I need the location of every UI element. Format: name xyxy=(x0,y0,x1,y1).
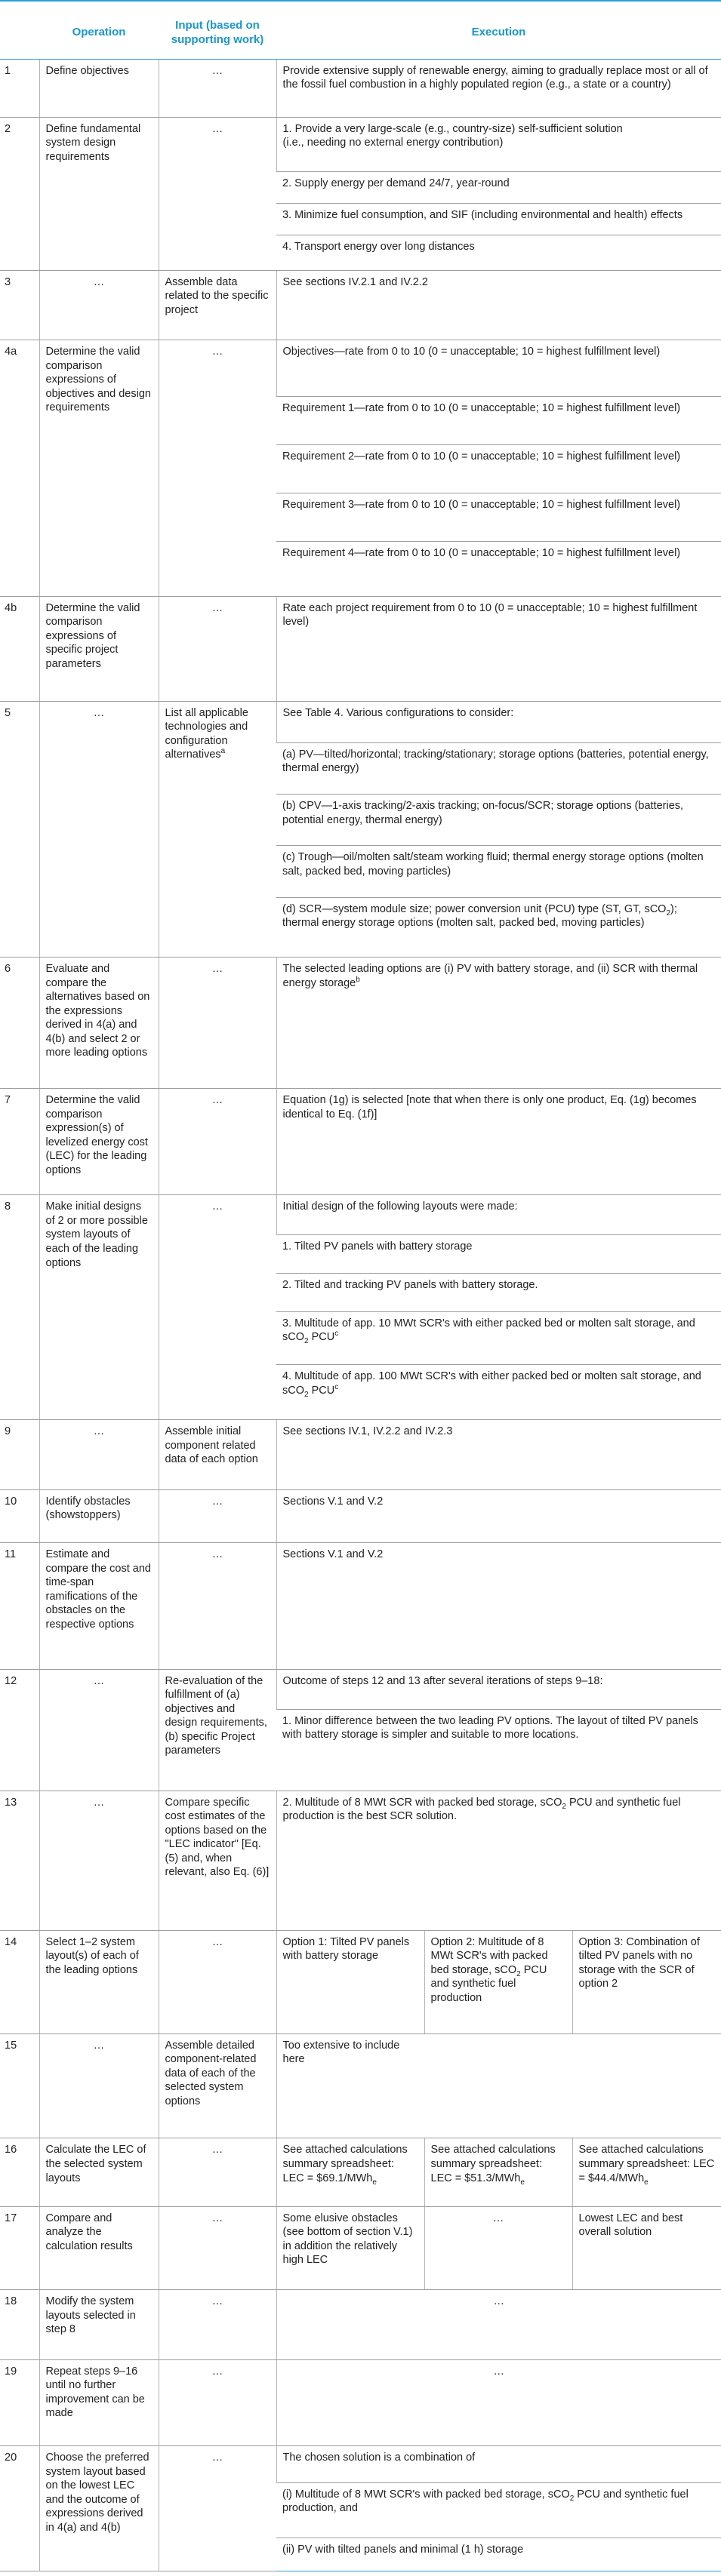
step-number: 17 xyxy=(0,2206,39,2289)
operation-cell: … xyxy=(39,1669,159,1791)
empty-cell xyxy=(424,2033,572,2138)
table-row xyxy=(0,1543,721,1670)
subscript: e xyxy=(520,2178,525,2187)
execution-text: 4. Multitude of app. 100 MWt SCR's with either packed bed or molten salt storage, and sCO xyxy=(282,1370,701,1397)
execution-cell: Requirement 1—rate from 0 to 10 (0 = unacceptable; 10 = highest fulfillment level) xyxy=(276,397,721,445)
analysis-cell: … xyxy=(424,2206,572,2289)
option-text: PCU and synthetic fuel production xyxy=(430,1963,547,2004)
execution-cell: 2. Supply energy per demand 24/7, year-round xyxy=(276,172,721,204)
analysis-cell: Some elusive obstacles (see bottom of section V.1) in addition the relatively high LEC xyxy=(276,2206,424,2289)
empty-cell xyxy=(572,2033,721,2138)
execution-cell: 1. Provide a very large-scale (e.g., country-size) self-sufficient solution (i.e., needing no external energy contribution) xyxy=(276,117,721,172)
execution-text: PCU xyxy=(308,1331,335,1344)
operation-cell: Identify obstacles (showstoppers) xyxy=(39,1489,159,1543)
operation-cell: Repeat steps 9–16 until no further improvement can be made xyxy=(39,2359,159,2446)
input-cell: … xyxy=(159,340,276,597)
table-row xyxy=(0,701,721,742)
table-row xyxy=(0,596,721,701)
step-number: 14 xyxy=(0,1930,39,2033)
step-number: 11 xyxy=(0,1543,39,1670)
operation-cell: Determine the valid comparison expressions of objectives and design requirements xyxy=(39,340,159,597)
table-row xyxy=(0,1489,721,1543)
execution-cell xyxy=(276,1791,721,1930)
step-number: 20 xyxy=(0,2446,39,2571)
execution-cell: 1. Tilted PV panels with battery storage xyxy=(276,1235,721,1274)
execution-cell: Provide extensive supply of renewable energy, aiming to gradually replace most or all of the fossil fuel combustion in a highly populated region (e.g., a state or a country) xyxy=(276,59,721,117)
header-step xyxy=(0,6,39,59)
table-row xyxy=(0,1089,721,1195)
execution-cell xyxy=(276,1311,721,1365)
input-cell: Compare specific cost estimates of the options based on the "LEC indicator" [Eq. (5) and, when relevant, also Eq. (6)] xyxy=(159,1791,276,1930)
top-rule xyxy=(0,0,721,2)
operation-cell: Modify the system layouts selected in step 8 xyxy=(39,2290,159,2360)
lec-result-cell xyxy=(276,2138,424,2206)
footnote-marker: a xyxy=(220,747,226,756)
execution-cell: (b) CPV—1-axis tracking/2-axis tracking; on-focus/SCR; storage options (batteries, potential energy, thermal energy) xyxy=(276,794,721,845)
input-cell: … xyxy=(159,1930,276,2033)
input-text: List all applicable technologies and configuration alternatives xyxy=(165,706,248,761)
table-row xyxy=(0,2206,721,2289)
execution-text: (d) SCR—system module size; power conversion unit (PCU) type (ST, GT, sCO xyxy=(282,902,667,915)
input-cell: … xyxy=(159,596,276,701)
execution-cell: 4. Transport energy over long distances xyxy=(276,235,721,270)
step-number: 8 xyxy=(0,1195,39,1420)
subscript: 2 xyxy=(516,1969,521,1978)
step-number: 18 xyxy=(0,2290,39,2360)
step-number: 15 xyxy=(0,2033,39,2138)
table-row xyxy=(0,2290,721,2360)
table-row xyxy=(0,1930,721,2033)
input-cell: … xyxy=(159,958,276,1089)
operation-cell: Determine the valid comparison expressions of specific project parameters xyxy=(39,596,159,701)
execution-cell: Objectives—rate from 0 to 10 (0 = unacceptable; 10 = highest fulfillment level) xyxy=(276,340,721,397)
table-row xyxy=(0,117,721,172)
input-cell: … xyxy=(159,2138,276,2206)
operation-cell: … xyxy=(39,1791,159,1930)
execution-cell: Initial design of the following layouts were made: xyxy=(276,1195,721,1235)
execution-cell: Sections V.1 and V.2 xyxy=(276,1489,721,1543)
operation-cell: … xyxy=(39,701,159,958)
table-row xyxy=(0,2138,721,2206)
execution-cell xyxy=(276,897,721,957)
execution-cell: Too extensive to include here xyxy=(276,2033,424,2138)
execution-cell: 3. Minimize fuel consumption, and SIF (including environmental and health) effects xyxy=(276,204,721,235)
step-number: 7 xyxy=(0,1089,39,1195)
table-row xyxy=(0,2359,721,2446)
footnote-marker: b xyxy=(356,975,360,984)
execution-cell: Requirement 2—rate from 0 to 10 (0 = unacceptable; 10 = highest fulfillment level) xyxy=(276,445,721,493)
input-cell xyxy=(159,701,276,958)
operation-cell: Determine the valid comparison expression(s) of levelized energy cost (LEC) for the leading options xyxy=(39,1089,159,1195)
option-text: Option 2: Multitude of 8 MWt SCR's with packed bed storage, sCO xyxy=(430,1935,548,1976)
execution-cell: Equation (1g) is selected [note that when there is only one product, Eq. (1g) becomes identical to Eq. (1f)] xyxy=(276,1089,721,1195)
subscript: 2 xyxy=(562,1802,566,1811)
execution-cell xyxy=(276,1365,721,1420)
table-row xyxy=(0,1669,721,1709)
execution-cell: … xyxy=(276,2290,721,2360)
analysis-cell: Lowest LEC and best overall solution xyxy=(572,2206,721,2289)
execution-text: The selected leading options are (i) PV with battery storage, and (ii) SCR with thermal energy storage xyxy=(282,963,698,989)
input-cell: … xyxy=(159,117,276,270)
lec-text: See attached calculations summary spreadsheet: LEC = $51.3/MWh xyxy=(430,2144,556,2184)
header-execution: Execution xyxy=(276,6,721,59)
footnote-marker: c xyxy=(334,1382,339,1391)
operation-cell: Calculate the LEC of the selected system layouts xyxy=(39,2138,159,2206)
execution-text: PCU xyxy=(308,1384,335,1397)
execution-cell: … xyxy=(276,2359,721,2446)
execution-text: PCU and synthetic fuel production is the best SCR solution. xyxy=(282,1796,681,1823)
table-row xyxy=(0,1791,721,1930)
execution-cell xyxy=(276,958,721,1089)
execution-text: (i) Multitude of 8 MWt SCR's with packed bed storage, sCO xyxy=(282,2488,570,2501)
table-row xyxy=(0,340,721,397)
step-number: 5 xyxy=(0,701,39,958)
lec-result-cell xyxy=(572,2138,721,2206)
step-number: 10 xyxy=(0,1489,39,1543)
lec-result-cell xyxy=(424,2138,572,2206)
table-row xyxy=(0,2033,721,2138)
input-cell: … xyxy=(159,2290,276,2360)
execution-text: PCU and synthetic fuel production, and xyxy=(282,2488,689,2515)
operation-cell: Compare and analyze the calculation results xyxy=(39,2206,159,2289)
input-cell: … xyxy=(159,59,276,117)
table-row xyxy=(0,1419,721,1489)
execution-cell: 1. Minor difference between the two leading PV options. The layout of tilted PV panels with battery storage is simpler and suitable to more locations. xyxy=(276,1709,721,1791)
execution-cell: (a) PV—tilted/horizontal; tracking/stationary; storage options (batteries, potential energy, thermal energy) xyxy=(276,742,721,794)
input-cell: Assemble detailed component-related data of each of the selected system options xyxy=(159,2033,276,2138)
input-cell: Assemble initial component related data of each option xyxy=(159,1419,276,1489)
execution-text: 2. Multitude of 8 MWt SCR with packed bed storage, sCO xyxy=(282,1796,562,1809)
step-number: 3 xyxy=(0,270,39,340)
execution-cell: See sections IV.2.1 and IV.2.2 xyxy=(276,270,721,340)
step-number: 9 xyxy=(0,1419,39,1489)
operation-cell: … xyxy=(39,1419,159,1489)
step-number: 4b xyxy=(0,596,39,701)
input-cell: … xyxy=(159,1195,276,1420)
subscript: 2 xyxy=(569,2494,575,2503)
step-number: 2 xyxy=(0,117,39,270)
step-number: 19 xyxy=(0,2359,39,2446)
subscript: 2 xyxy=(304,1337,309,1346)
footnote-marker: c xyxy=(334,1329,339,1339)
execution-cell: (ii) PV with tilted panels and minimal (1 h) storage xyxy=(276,2538,721,2571)
operation-cell: … xyxy=(39,2033,159,2138)
step-number: 1 xyxy=(0,59,39,117)
lec-text: See attached calculations summary spreadsheet: LEC = $69.1/MWh xyxy=(282,2144,408,2184)
table-row xyxy=(0,2446,721,2483)
lec-text: See attached calculations summary spreadsheet: LEC = $44.4/MWh xyxy=(578,2144,715,2184)
execution-cell xyxy=(276,2482,721,2538)
process-table xyxy=(0,6,721,2571)
table-row xyxy=(0,59,721,117)
input-cell: … xyxy=(159,2446,276,2571)
execution-cell: (c) Trough—oil/molten salt/steam working fluid; thermal energy storage options (molten salt, packed bed, moving particles) xyxy=(276,846,721,897)
operation-cell: Define fundamental system design requirements xyxy=(39,117,159,270)
input-cell: Re-evaluation of the fulfillment of (a) objectives and design requirements, (b) specific Project parameters xyxy=(159,1669,276,1791)
step-number: 12 xyxy=(0,1669,39,1791)
step-number: 13 xyxy=(0,1791,39,1930)
execution-cell: See sections IV.1, IV.2.2 and IV.2.3 xyxy=(276,1419,721,1489)
input-cell: … xyxy=(159,1089,276,1195)
execution-text: 3. Multitude of app. 10 MWt SCR's with either packed bed or molten salt storage, and sCO xyxy=(282,1317,695,1344)
step-number: 4a xyxy=(0,340,39,597)
execution-cell: Requirement 4—rate from 0 to 10 (0 = unacceptable; 10 = highest fulfillment level) xyxy=(276,541,721,596)
execution-cell: See Table 4. Various configurations to consider: xyxy=(276,701,721,742)
execution-cell: Rate each project requirement from 0 to 10 (0 = unacceptable; 10 = highest fulfillment level) xyxy=(276,596,721,701)
operation-cell: Estimate and compare the cost and time-span ramifications of the obstacles on the respective options xyxy=(39,1543,159,1670)
option-3-cell: Option 3: Combination of tilted PV panels with no storage with the SCR of option 2 xyxy=(572,1930,721,2033)
execution-cell: 2. Tilted and tracking PV panels with battery storage. xyxy=(276,1273,721,1311)
input-cell: … xyxy=(159,2206,276,2289)
subscript: e xyxy=(372,2178,377,2187)
operation-cell: Define objectives xyxy=(39,59,159,117)
subscript: 2 xyxy=(666,908,671,918)
operation-cell: Select 1–2 system layout(s) of each of the leading options xyxy=(39,1930,159,2033)
step-number: 16 xyxy=(0,2138,39,2206)
subscript: 2 xyxy=(304,1390,309,1399)
option-2-cell xyxy=(424,1930,572,2033)
operation-cell: Make initial designs of 2 or more possible system layouts of each of the leading options xyxy=(39,1195,159,1420)
operation-cell: … xyxy=(39,270,159,340)
operation-cell: Choose the preferred system layout based on the lowest LEC and the outcome of expressions derived in 4(a) and 4(b) xyxy=(39,2446,159,2571)
execution-cell: Outcome of steps 12 and 13 after several iterations of steps 9–18: xyxy=(276,1669,721,1709)
step-number: 6 xyxy=(0,958,39,1089)
input-cell: … xyxy=(159,2359,276,2446)
execution-cell: The chosen solution is a combination of xyxy=(276,2446,721,2483)
header-operation: Operation xyxy=(39,6,159,59)
execution-text: ); thermal energy storage options (molten salt, packed bed, moving particles) xyxy=(282,902,677,930)
input-cell: … xyxy=(159,1543,276,1670)
table-row xyxy=(0,270,721,340)
input-cell: … xyxy=(159,1489,276,1543)
subscript: e xyxy=(644,2178,649,2187)
execution-cell: Requirement 3—rate from 0 to 10 (0 = unacceptable; 10 = highest fulfillment level) xyxy=(276,493,721,541)
input-cell: Assemble data related to the specific project xyxy=(159,270,276,340)
table-row xyxy=(0,958,721,1089)
execution-cell: Sections V.1 and V.2 xyxy=(276,1543,721,1670)
header-input: Input (based on supporting work) xyxy=(159,6,276,59)
option-1-cell: Option 1: Tilted PV panels with battery storage xyxy=(276,1930,424,2033)
operation-cell: Evaluate and compare the alternatives based on the expressions derived in 4(a) and 4(b) and select 2 or more leading options xyxy=(39,958,159,1089)
table-row xyxy=(0,1195,721,1235)
